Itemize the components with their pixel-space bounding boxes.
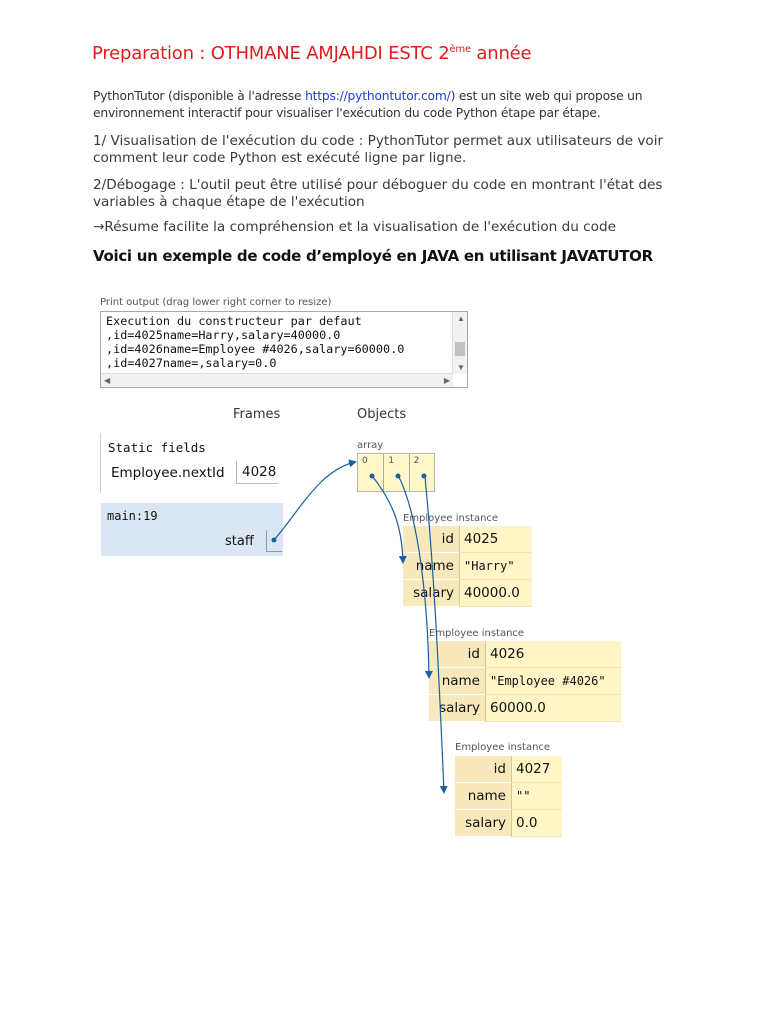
array-index: 1 (388, 456, 395, 466)
field-value: 60000.0 (485, 695, 621, 722)
field-label: id (429, 641, 485, 668)
field-value: "" (511, 783, 562, 810)
array-index: 2 (413, 456, 420, 466)
field-value: "Harry" (459, 553, 532, 580)
section-heading: Voici un exemple de code d’employé en JAVA en utilisant JAVATUTOR (93, 247, 653, 265)
field-label: name (429, 668, 485, 695)
print-output-line: Execution du constructeur par defaut (106, 314, 362, 328)
field-label: id (455, 756, 511, 783)
array-cell (409, 454, 434, 491)
main-stack-frame (101, 503, 283, 556)
point-resume: →Résume facilite la compréhension et la visualisation de l'exécution du code (93, 219, 616, 235)
field-value: 0.0 (511, 810, 562, 837)
static-fields-frame (100, 433, 282, 493)
field-value: 4025 (459, 526, 532, 553)
instance-label: Employee instance (403, 513, 499, 524)
field-label: id (403, 526, 459, 553)
point-visualisation: 1/ Visualisation de l'exécution du code : PythonTutor permet aux utilisateurs de voir comment leur code Python est exécuté ligne par ligne. (93, 133, 664, 166)
scroll-down-icon[interactable]: ▼ (457, 363, 465, 372)
instance-label: Employee instance (455, 742, 551, 753)
employee-instance (455, 756, 562, 837)
scroll-up-icon[interactable]: ▲ (457, 314, 465, 323)
array-label: array (357, 440, 384, 451)
array-cell (383, 454, 408, 491)
field-label: name (455, 783, 511, 810)
staff-pointer-arrow (274, 462, 355, 540)
print-output-box[interactable] (100, 311, 468, 388)
field-label: salary (429, 695, 485, 722)
vertical-scrollbar[interactable] (452, 312, 467, 374)
employee-instance (429, 641, 621, 722)
horizontal-scrollbar[interactable] (101, 373, 453, 387)
frames-header: Frames (233, 407, 281, 422)
point-debogage: 2/Débogage : L'outil peut être utilisé pour déboguer du code en montrant l'état des variables à chaque étape de l'exécution (93, 177, 663, 210)
print-output-line: ,id=4025name=Harry,salary=40000.0 (106, 328, 341, 342)
scroll-right-icon[interactable]: ▶ (443, 376, 450, 385)
array-cell (358, 454, 383, 491)
employee-instance (403, 526, 532, 607)
field-value: 4027 (511, 756, 562, 783)
array-index: 0 (362, 456, 368, 466)
frame-name: main:19 (107, 509, 158, 523)
field-value: "Employee #4026" (485, 668, 621, 695)
objects-header: Objects (357, 407, 407, 422)
pythontutor-link[interactable]: https://pythontutor.com/ (305, 89, 451, 103)
scrollbar-thumb[interactable] (455, 342, 465, 356)
variable-pointer-slot (266, 530, 282, 552)
static-fields-label: Static fields (108, 440, 206, 455)
array-object (357, 453, 435, 492)
page-title: Preparation : OTHMANE AMJAHDI ESTC 2ème année (92, 43, 532, 64)
print-output-line: ,id=4026name=Employee #4026,salary=60000.0 (106, 342, 405, 356)
field-label: salary (455, 810, 511, 837)
print-output-line: ,id=4027name=,salary=0.0 (106, 356, 277, 370)
static-field-value: 4028 (236, 461, 278, 484)
intro-paragraph: PythonTutor (disponible à l'adresse https://pythontutor.com/) est un site web qui propose un environnement interactif pour visualiser l'exécution du code Python étape par étape. (93, 89, 643, 120)
field-label: name (403, 553, 459, 580)
field-value: 40000.0 (459, 580, 532, 607)
print-output-label: Print output (drag lower right corner to resize) (100, 297, 332, 308)
static-field-name: Employee.nextId (111, 465, 225, 481)
field-value: 4026 (485, 641, 621, 668)
field-label: salary (403, 580, 459, 607)
variable-name: staff (225, 534, 254, 549)
scroll-left-icon[interactable]: ◀ (104, 376, 111, 385)
instance-label: Employee instance (429, 628, 525, 639)
